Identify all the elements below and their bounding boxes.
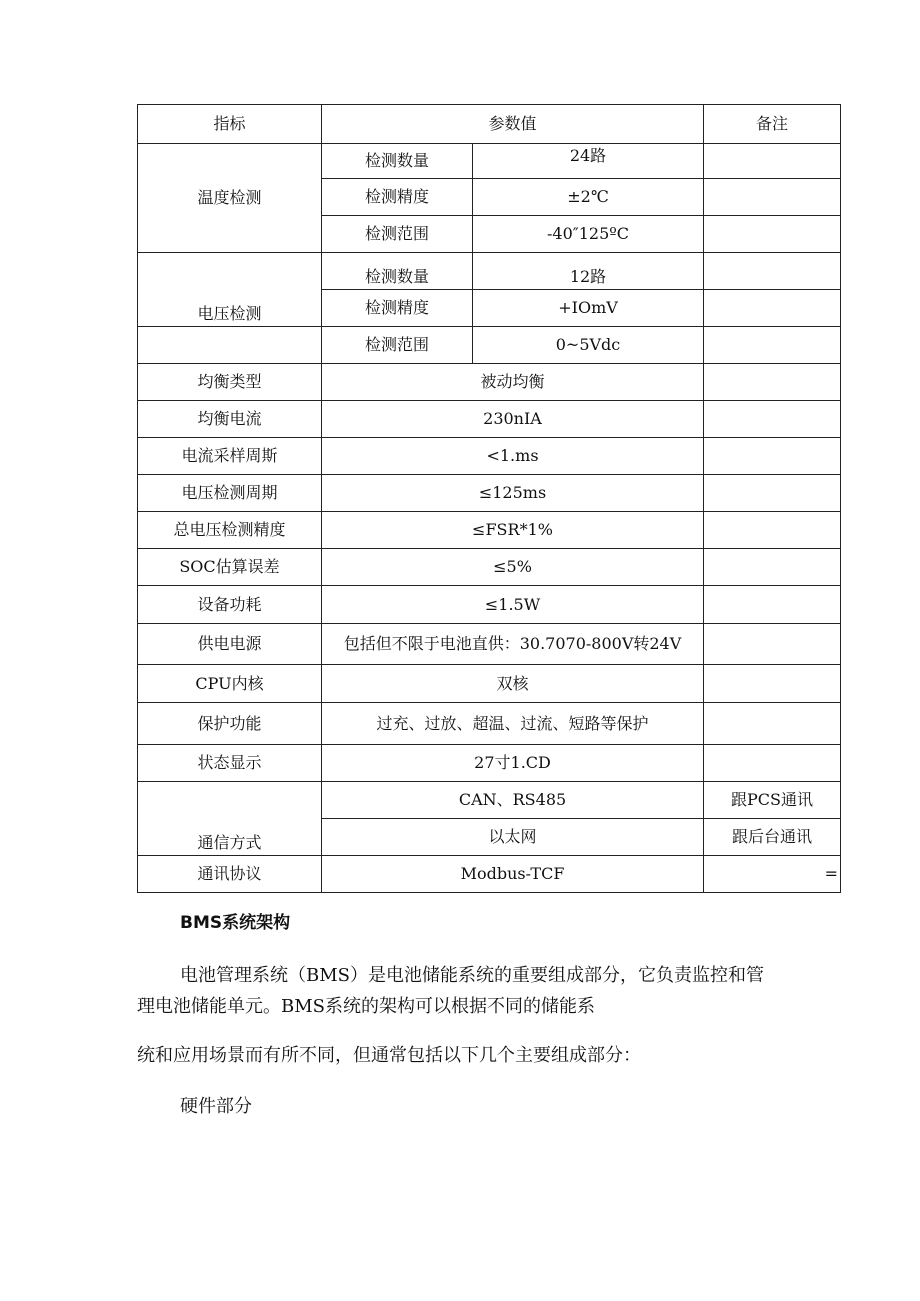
table-header-row — [138, 105, 841, 144]
row-value: Modbus-TCF — [322, 856, 704, 893]
table-row — [138, 703, 841, 745]
header-note: 备注 — [704, 105, 841, 144]
row-value: ≤125ms — [322, 475, 704, 512]
sub-item: 检测精度 — [322, 179, 473, 216]
note-cell — [704, 253, 841, 290]
row-value: 过充、过放、超温、过流、短路等保护 — [322, 703, 704, 745]
row-label: 供电电源 — [138, 624, 322, 665]
sub-value: 0~5Vdc — [473, 327, 704, 364]
sub-item: 检测数量 — [322, 253, 473, 290]
sub-value: 24路 — [473, 144, 704, 179]
sub-value: ±2℃ — [473, 179, 704, 216]
table-row — [138, 475, 841, 512]
note-cell — [704, 512, 841, 549]
sub-value: +IOmV — [473, 290, 704, 327]
table-row — [138, 401, 841, 438]
row-label: 保护功能 — [138, 703, 322, 745]
row-value: ≤5% — [322, 549, 704, 586]
note-cell — [704, 549, 841, 586]
row-label: 通讯协议 — [138, 856, 322, 893]
row-label: 均衡电流 — [138, 401, 322, 438]
sub-value: -40″125ºC — [473, 216, 704, 253]
table-row — [138, 144, 841, 179]
note-cell — [704, 179, 841, 216]
table-row — [138, 512, 841, 549]
row-value: ≤1.5W — [322, 586, 704, 624]
header-value: 参数值 — [322, 105, 704, 144]
row-value: <1.ms — [322, 438, 704, 475]
table-row — [138, 624, 841, 665]
note-cell — [704, 438, 841, 475]
row-label: 电压检测周期 — [138, 475, 322, 512]
table-row — [138, 856, 841, 893]
table-row — [138, 253, 841, 290]
row-label: 状态显示 — [138, 745, 322, 782]
row-value: 被动均衡 — [322, 364, 704, 401]
note-cell — [704, 586, 841, 624]
table-row — [138, 782, 841, 819]
row-value: 27寸1.CD — [322, 745, 704, 782]
row-value: 双核 — [322, 665, 704, 703]
note-cell — [704, 216, 841, 253]
note-cell — [704, 665, 841, 703]
spec-table — [137, 104, 841, 893]
sub-value: 12路 — [473, 253, 704, 290]
table-row — [138, 549, 841, 586]
group-label-temperature: 温度检测 — [138, 144, 322, 253]
row-value: 230nIA — [322, 401, 704, 438]
sub-item: 检测数量 — [322, 144, 473, 179]
sub-item: 检测范围 — [322, 327, 473, 364]
row-value: ≤FSR*1% — [322, 512, 704, 549]
paragraph-continuation: 统和应用场景而有所不同，但通常包括以下几个主要组成部分： — [137, 1045, 641, 1066]
paragraph-line: 理电池储能单元。BMS系统的架构可以根据不同的储能系 — [137, 996, 595, 1017]
note-cell — [704, 144, 841, 179]
row-label: CPU内核 — [138, 665, 322, 703]
note-cell — [704, 401, 841, 438]
empty-label-cell — [138, 327, 322, 364]
paragraph-line: 电池管理系统（BMS）是电池储能系统的重要组成部分，它负责监控和管 — [180, 965, 764, 986]
note-cell: = — [704, 856, 841, 893]
table-row — [138, 586, 841, 624]
note-cell — [704, 327, 841, 364]
note-cell — [704, 364, 841, 401]
row-label: SOC估算误差 — [138, 549, 322, 586]
subheading-hardware: 硬件部分 — [180, 1096, 252, 1117]
note-cell — [704, 624, 841, 665]
row-label: 设备功耗 — [138, 586, 322, 624]
table-row — [138, 438, 841, 475]
row-label: 电流采样周斯 — [138, 438, 322, 475]
table-row — [138, 665, 841, 703]
sub-item: 检测范围 — [322, 216, 473, 253]
table-row — [138, 745, 841, 782]
note-cell — [704, 745, 841, 782]
row-value: CAN、RS485 — [322, 782, 704, 819]
note-cell — [704, 290, 841, 327]
group-label-voltage: 电压检测 — [138, 253, 322, 327]
row-label: 总电压检测精度 — [138, 512, 322, 549]
note-cell — [704, 703, 841, 745]
row-value: 以太网 — [322, 819, 704, 856]
row-label: 均衡类型 — [138, 364, 322, 401]
note-cell: 跟PCS通讯 — [704, 782, 841, 819]
sub-item: 检测精度 — [322, 290, 473, 327]
paragraph-intro — [137, 960, 840, 1022]
section-heading: BMS系统架构 — [180, 913, 291, 933]
header-indicator: 指标 — [138, 105, 322, 144]
note-cell — [704, 475, 841, 512]
row-value: 包括但不限于电池直供：30.7070-800V转24V — [322, 624, 704, 665]
note-cell: 跟后台通讯 — [704, 819, 841, 856]
group-label-communication: 通信方式 — [138, 782, 322, 856]
table-row — [138, 364, 841, 401]
table-row — [138, 327, 841, 364]
